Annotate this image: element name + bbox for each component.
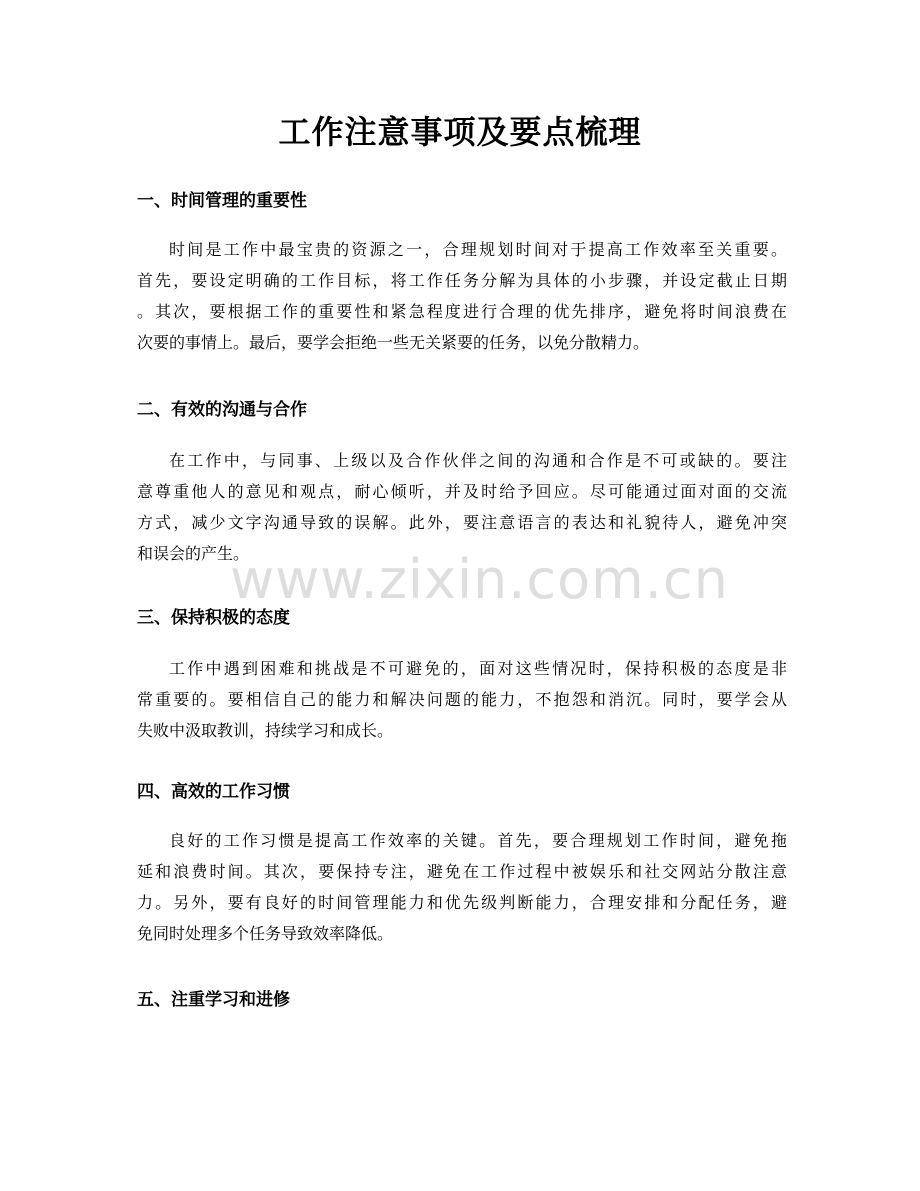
section-heading-work-habits: 四、高效的工作习惯 — [137, 782, 290, 802]
page-title: 工作注意事项及要点梳理 — [278, 113, 642, 151]
section-heading-time-management: 一、时间管理的重要性 — [137, 191, 307, 211]
paragraph-line: 意尊重他人的意见和观点，耐心倾听，并及时给予回应。尽可能通过面对面的交流 — [137, 482, 787, 501]
paragraph-line: 失败中汲取教训，持续学习和成长。 — [137, 721, 394, 740]
paragraph-line: 免同时处理多个任务导致效率降低。 — [137, 924, 394, 943]
paragraph-line: 力。另外，要有良好的时间管理能力和优先级判断能力，合理安排和分配任务，避 — [137, 893, 787, 912]
paragraph-line: 方式，减少文字沟通导致的误解。此外，要注意语言的表达和礼貌待人，避免冲突 — [137, 513, 787, 532]
paragraph-line: 常重要的。要相信自己的能力和解决问题的能力，不抱怨和消沉。同时，要学会从 — [137, 690, 787, 709]
paragraph-line: 首先，要设定明确的工作目标，将工作任务分解为具体的小步骤，并设定截止日期 — [137, 271, 787, 290]
section-heading-positive-attitude: 三、保持积极的态度 — [137, 608, 290, 628]
paragraph-line: 时间是工作中最宝贵的资源之一，合理规划时间对于提高工作效率至关重要。 — [169, 240, 787, 259]
section-heading-learning: 五、注重学习和进修 — [137, 990, 290, 1010]
paragraph-line: 。其次，要根据工作的重要性和紧急程度进行合理的优先排序，避免将时间浪费在 — [137, 302, 787, 321]
paragraph-line: 在工作中，与同事、上级以及合作伙伴之间的沟通和合作是不可或缺的。要注 — [169, 451, 787, 470]
paragraph-line: 延和浪费时间。其次，要保持专注，避免在工作过程中被娱乐和社交网站分散注意 — [137, 862, 787, 881]
paragraph-line: 次要的事情上。最后，要学会拒绝一些无关紧要的任务，以免分散精力。 — [137, 333, 650, 352]
section-paragraph-time-management — [137, 234, 787, 358]
section-paragraph-work-habits — [137, 825, 787, 949]
paragraph-line: 工作中遇到困难和挑战是不可避免的，面对这些情况时，保持积极的态度是非 — [169, 659, 787, 678]
section-paragraph-positive-attitude — [137, 653, 787, 746]
section-heading-communication: 二、有效的沟通与合作 — [137, 400, 307, 420]
watermark: www.zixin.com.cn — [230, 548, 729, 611]
paragraph-line: 良好的工作习惯是提高工作效率的关键。首先，要合理规划工作时间，避免拖 — [169, 831, 787, 850]
paragraph-line: 和误会的产生。 — [137, 544, 250, 563]
